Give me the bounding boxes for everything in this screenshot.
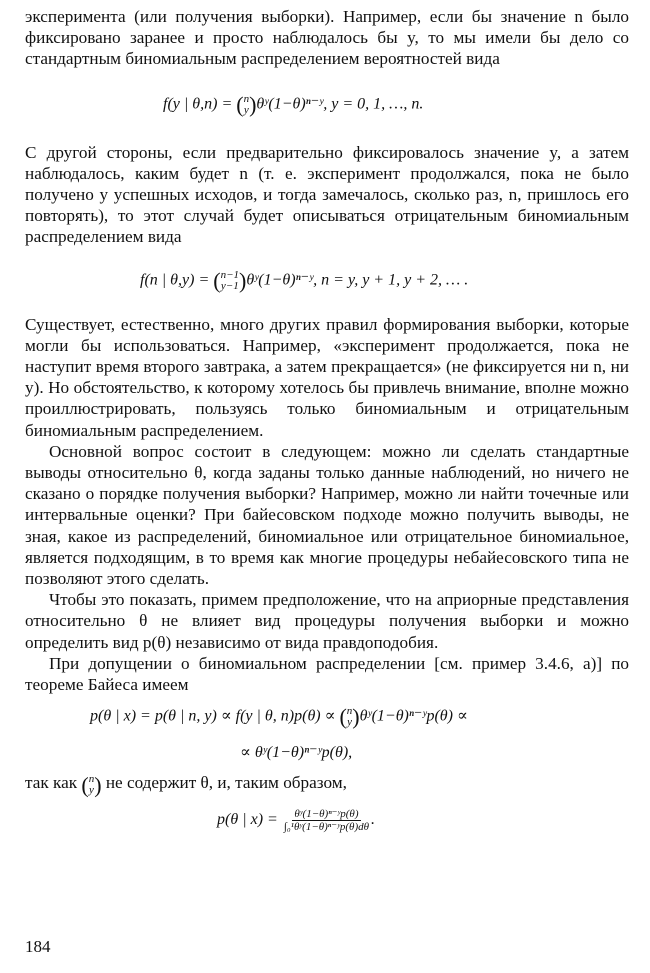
formula-posterior-lhs: p(θ | x) = [217, 811, 282, 829]
formula-binomial [163, 92, 629, 118]
fraction-numerator: θʸ(1−θ)ⁿ⁻ʸp(θ) [294, 807, 359, 820]
binom-bottom: y−1 [220, 279, 239, 292]
binomial-coefficient: ( n−1 y−1 ) [213, 267, 247, 293]
formula-bayes-lhs: p(θ | x) = p(θ | n, y) ∝ f(y | θ, n)p(θ) ∝ [90, 707, 340, 725]
fraction-denominator: ∫₀¹θʸ(1−θ)ⁿ⁻ʸp(θ)dθ [283, 820, 370, 833]
binomial-coefficient: ( n y ) [81, 772, 102, 798]
binom-bottom: y [347, 716, 352, 729]
paragraph-7-after: не содержит θ, и, таким образом, [105, 773, 347, 793]
binom-bottom: y [243, 103, 249, 116]
binom-bottom: y [89, 783, 94, 796]
paragraph-4: Основной вопрос состоит в следующем: можно ли сделать стандартные выводы относительно θ, когда заданы только данные наблюдений, но ничего не сказано о порядке получения выборки? Например, можно ли найти точечные или интервальные оценки? При байесовском подходе можно получить выводы, не зная, какое из распределений, биномиальное или отрицательное биномиальное, является подходящим, в то время как многие процедуры небайесовского типа не позволяют этого сделать. [25, 441, 629, 589]
binom-top: n−1 [220, 268, 240, 281]
paragraph-5: Чтобы это показать, примем предположение, что на априорные представления относительно θ не влияет вид процедуры получения выборки и можно определить вид p(θ) независимо от вида правдоподобия. [25, 590, 629, 652]
binom-top: n [346, 705, 353, 718]
paragraph-1: эксперимента (или получения выборки). Например, если бы значение n было фиксировано заранее и просто наблюдалось бы y, то мы имели бы дело со стандартным биномиальным распределением вероятностей вида [25, 7, 629, 69]
formula-negative-binomial-lhs: f(n | θ,y) = [140, 271, 214, 289]
binomial-coefficient: ( n y ) [236, 91, 257, 117]
paragraph-3: Существует, естественно, много других правил формирования выборки, которые могли бы использоваться. Например, «эксперимент продолжается, пока не наступит время второго завтрака, а затем прекращается» (не фиксируется ни n, ни y). Но обстоятельство, к которому хотелось бы привлечь внимание, вполне можно проиллюстрировать, пользуясь только биномиальным и отрицательным биномиальным распределением. [25, 314, 629, 440]
page-number: 184 [25, 937, 51, 956]
formula-bayes-rhs: θʸ(1−θ)ⁿ⁻ʸp(θ) ∝ [359, 707, 468, 725]
formula-posterior-end: . [371, 811, 376, 829]
formula-posterior [217, 808, 629, 833]
formula-bayes-continued: ∝ θʸ(1−θ)ⁿ⁻ʸp(θ), [240, 744, 353, 762]
binom-top: n [243, 92, 250, 105]
formula-binomial-lhs: f(y | θ,n) = [163, 95, 237, 113]
formula-negative-binomial [140, 268, 629, 294]
book-page [25, 6, 629, 833]
binomial-coefficient: ( n y ) [339, 704, 360, 730]
formula-negative-binomial-rhs: θʸ(1−θ)ⁿ⁻ʸ, n = y, y + 1, y + 2, … . [246, 271, 469, 289]
formula-bayes [90, 704, 629, 730]
formula-binomial-rhs: θʸ(1−θ)ⁿ⁻ʸ, y = 0, 1, …, n. [256, 95, 424, 113]
paragraph-7 [25, 772, 629, 796]
binom-top: n [88, 772, 95, 785]
paragraph-2: С другой стороны, если предварительно фиксировалось значение y, а затем наблюдалось, каким будет n (т. е. эксперимент продолжался, пока не было получено y успешных исходов, и тогда замечалось, сколько раз, n, пришлось его повторять), то этот случай будет описываться отрицательным биномиальным распределением вида [25, 142, 629, 247]
paragraph-6: При допущении о биномиальном распределении [см. пример 3.4.6, а)] по теореме Байеса имеем [25, 653, 629, 695]
posterior-fraction [282, 808, 371, 833]
paragraph-7-before: так как [25, 773, 78, 793]
